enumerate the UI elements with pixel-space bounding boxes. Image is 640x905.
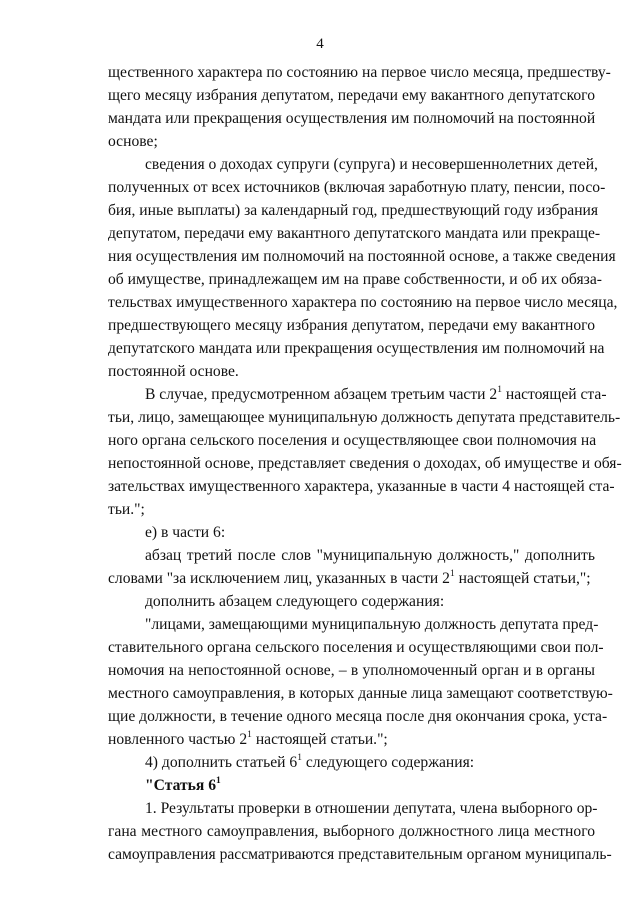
- text-line: е) в части 6:: [145, 524, 226, 541]
- text-line: депутатского мандата или прекращения осуществления им полномочий на: [108, 340, 605, 357]
- superscript: 1: [216, 775, 221, 786]
- text-line: тьи.";: [108, 501, 145, 518]
- text-line: бия, иные выплаты) за календарный год, предшествующий году избрания: [108, 202, 599, 219]
- text-line: номочия на непостоянной основе, – в уполномоченный орган и в органы: [108, 662, 595, 679]
- text-line: [145, 384, 607, 404]
- text-segment: следующего содержания:: [305, 754, 475, 771]
- text-segment: В случае, предусмотренном абзацем третьим части 2: [145, 386, 498, 403]
- text-line: щие должности, в течение одного месяца после дня окончания срока, уста-: [108, 708, 608, 725]
- text-segment: настоящей ста-: [505, 386, 607, 403]
- text-line: мандата или прекращения осуществления им полномочий на постоянной: [108, 110, 596, 127]
- text-line: ставительного органа сельского поселения и осуществляющими свои пол-: [108, 639, 604, 656]
- text-line: основе;: [108, 133, 158, 150]
- text-segment: "Статья 6: [145, 777, 216, 794]
- page-number: 4: [316, 36, 324, 52]
- superscript: 1: [449, 568, 455, 579]
- article-heading: [145, 777, 221, 795]
- text-segment: новленного частью 2: [108, 731, 248, 748]
- text-line: тьи, лицо, замещающее муниципальную должность депутата представитель-: [108, 409, 621, 426]
- text-segment: 4) дополнить статьей 6: [145, 754, 298, 771]
- text-line: ния осуществления им полномочий на постоянной основе, а также сведения: [108, 248, 616, 265]
- text-line: щего месяцу избрания депутатом, передачи ему вакантного депутатского: [108, 87, 595, 104]
- text-segment: словами "за исключением лиц, указанных в части 2: [108, 570, 450, 587]
- text-line: ного органа сельского поселения и осуществляющее свои полномочия на: [108, 432, 597, 449]
- text-line: зательствах имущественного характера, указанные в части 4 настоящей ста-: [108, 478, 615, 495]
- text-line: предшествующего месяцу избрания депутатом, передачи ему вакантного: [108, 317, 595, 334]
- text-line: полученных от всех источников (включая заработную плату, пенсии, посо-: [108, 179, 606, 196]
- superscript: 1: [247, 729, 252, 740]
- text-line: гана местного самоуправления, выборного должностного лица местного: [108, 823, 595, 840]
- text-line: "лицами, замещающими муниципальную должность депутата пред-: [145, 616, 599, 633]
- text-line: местного самоуправления, в которых данные лица замещают соответствую-: [108, 685, 613, 702]
- text-line: абзац третий после слов "муниципальную должность," дополнить: [145, 547, 595, 564]
- text-segment: настоящей статьи,";: [458, 570, 591, 587]
- text-line: самоуправления рассматриваются представительным органом муниципаль-: [108, 846, 612, 863]
- text-line: об имуществе, принадлежащем им на праве собственности, и об их обяза-: [108, 271, 602, 288]
- text-line: щественного характера по состоянию на первое число месяца, предшеству-: [108, 64, 611, 81]
- text-line: 1. Результаты проверки в отношении депутата, члена выборного ор-: [145, 800, 598, 817]
- text-line: дополнить абзацем следующего содержания:: [145, 593, 445, 610]
- text-line: [108, 731, 388, 749]
- text-line: депутатом, передачи ему вакантного депутатского мандата или прекраще-: [108, 225, 601, 242]
- text-line: [108, 570, 591, 588]
- text-line: [145, 754, 474, 772]
- text-line: тельствах имущественного характера по состоянию на первое число месяца,: [108, 294, 618, 311]
- superscript: 1: [297, 752, 302, 763]
- text-segment: настоящей статьи.";: [255, 731, 388, 748]
- superscript: 1: [497, 384, 502, 395]
- text-line: непостоянной основе, представляет сведения о доходах, об имуществе и обя-: [108, 455, 622, 472]
- text-line: постоянной основе.: [108, 363, 239, 380]
- text-line: сведения о доходах супруги (супруга) и несовершеннолетних детей,: [145, 156, 598, 173]
